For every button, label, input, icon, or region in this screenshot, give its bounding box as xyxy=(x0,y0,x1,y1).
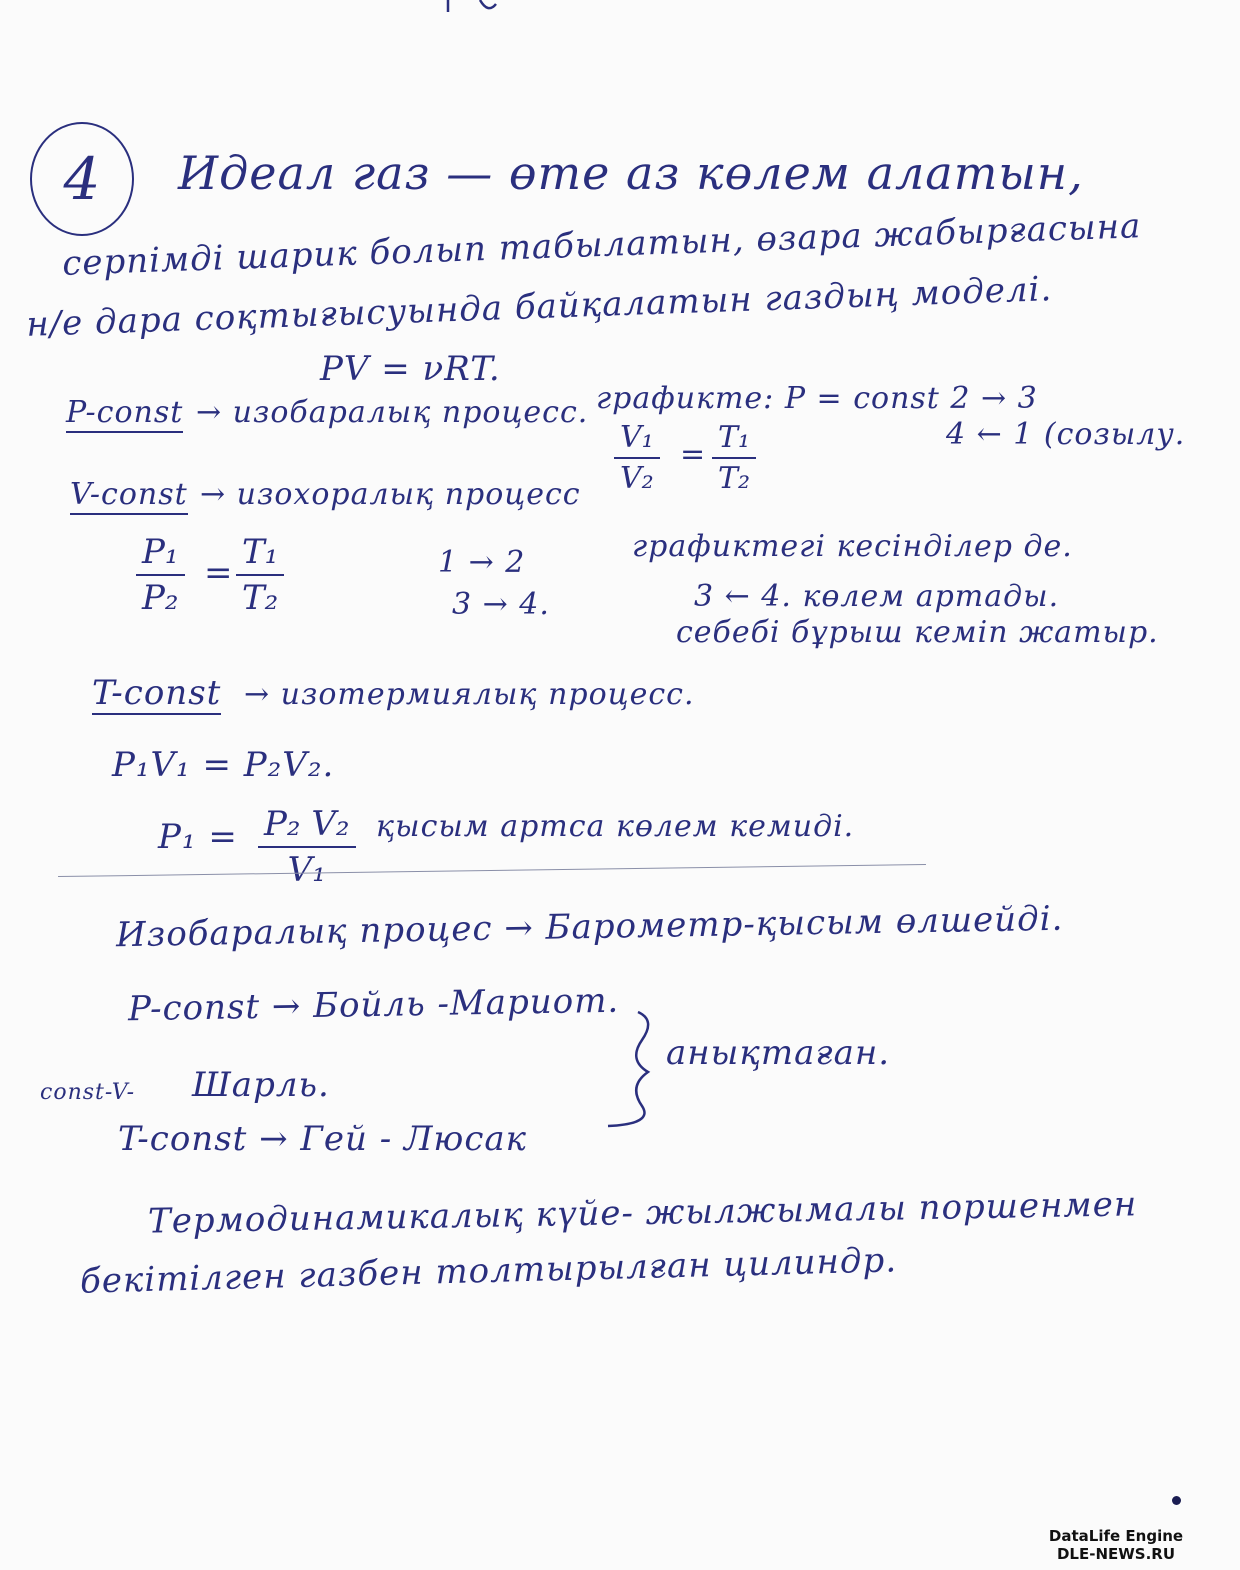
fraction-denominator: V₁ xyxy=(287,850,326,890)
isobaric-process-text: → изобаралық процесс. xyxy=(196,395,589,430)
pressure-volume-note: қысым артса көлем кемиді. xyxy=(376,809,855,844)
p1-equals: P₁ = xyxy=(158,817,238,857)
fraction-v1-v2 xyxy=(614,420,660,496)
line-gay-lussac: T-const → Гей - Люсак xyxy=(118,1119,527,1159)
line-ideal-gas-definition: Идеал газ — өте аз көлем алатын, xyxy=(178,146,1084,200)
line-barometer: Изобаралық процес → Барометр-қысым өлшейді. xyxy=(115,898,1064,956)
graph-note-p: графикте: P = const 2 → 3 xyxy=(596,381,1038,416)
fraction-p2v2-v1 xyxy=(258,804,356,890)
label-v-const: V-const xyxy=(70,480,188,515)
graph-note-v: графиктегі кесінділер де. xyxy=(632,529,1073,564)
label-p-const: P-const xyxy=(66,398,183,433)
formula-boyle: P₁V₁ = P₂V₂. xyxy=(112,745,335,785)
fraction-denominator: V₂ xyxy=(620,461,654,496)
equals-sign: = xyxy=(680,437,707,472)
fraction-denominator: T₂ xyxy=(242,578,279,618)
top-edge-ink-mark xyxy=(440,0,510,14)
fraction-numerator: V₁ xyxy=(614,420,660,459)
isochoric-process-text: → изохоралық процесс xyxy=(200,477,581,512)
fraction-numerator: T₁ xyxy=(236,532,284,576)
fraction-numerator: P₁ xyxy=(136,532,185,576)
graph-note-v-3: себебі бұрыш кеміп жатыр. xyxy=(676,615,1159,650)
line-thermodynamic-1: Термодинамикалық күйе- жылжымалы поршенмен xyxy=(147,1184,1138,1242)
divider-line xyxy=(58,864,926,877)
equals-sign: = xyxy=(204,553,234,593)
curly-brace xyxy=(598,1010,662,1130)
fraction-denominator: T₂ xyxy=(718,461,751,496)
fraction-t1-t2 xyxy=(712,420,756,496)
fraction-p1-p2 xyxy=(136,532,185,618)
line-boyle-mariotte: P-const → Бойль -Мариот. xyxy=(127,980,620,1030)
watermark-engine: DataLife Engine xyxy=(1048,1527,1184,1545)
isochoric-step-1: 1 → 2 xyxy=(438,545,526,580)
charles-prefix: const-V- xyxy=(40,1080,136,1105)
graph-note-p-2: 4 ← 1 (созылу. xyxy=(946,417,1186,452)
fraction-t1-t2-b xyxy=(236,532,284,618)
fraction-denominator: P₂ xyxy=(142,578,179,618)
isothermal-process-text: → изотермиялық процесс. xyxy=(244,677,695,712)
line-charles: Шарль. xyxy=(192,1065,330,1105)
line-definition-3: н/е дара соқтығысуында байқалатын газдың моделі. xyxy=(25,269,1053,345)
ink-dot xyxy=(1172,1496,1181,1505)
label-t-const: T-const xyxy=(92,673,222,713)
fraction-numerator: P₂ V₂ xyxy=(258,804,356,848)
section-number: 4 xyxy=(63,145,101,213)
formula-ideal-gas: PV = νRT. xyxy=(320,349,501,389)
line-thermodynamic-2: бекітілген газбен толтырылған цилиндр. xyxy=(79,1240,898,1302)
isochoric-step-2: 3 → 4. xyxy=(452,587,550,622)
section-number-circle xyxy=(30,122,134,236)
fraction-numerator: T₁ xyxy=(712,420,756,459)
line-definition-2: серпімді шарик болып табылатын, өзара жабырғасына xyxy=(61,206,1142,284)
brace-note: анықтаған. xyxy=(666,1033,891,1073)
graph-note-v-2: 3 ← 4. көлем артады. xyxy=(694,579,1060,614)
watermark-site: DLE-NEWS.RU xyxy=(1056,1545,1176,1563)
